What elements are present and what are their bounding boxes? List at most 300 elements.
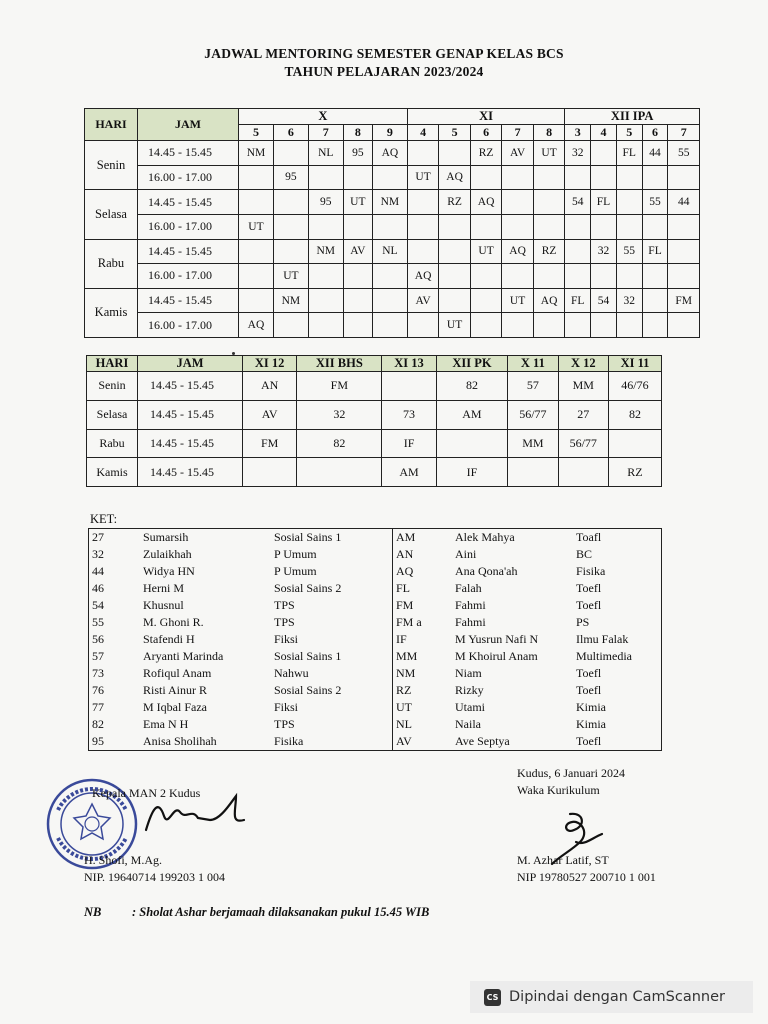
- schedule-cell: [616, 214, 642, 239]
- schedule-cell: [436, 429, 508, 458]
- schedule-cell: 82: [297, 429, 382, 458]
- schedule-cell: [382, 372, 436, 401]
- schedule-cell: [608, 429, 661, 458]
- schedule-cell: [565, 165, 591, 190]
- schedule-cell: AQ: [239, 313, 274, 338]
- schedule-cell: UT: [470, 239, 502, 264]
- class-number-header: 6: [470, 125, 502, 141]
- schedule-cell: [470, 214, 502, 239]
- legend-cell: M Yusrun Nafi N: [455, 632, 539, 646]
- class-number-header: 6: [273, 125, 308, 141]
- schedule-cell: [642, 214, 668, 239]
- legend-cell: Ana Qona'ah: [455, 564, 518, 578]
- table-row: [87, 429, 662, 458]
- schedule-cell: 32: [297, 400, 382, 429]
- schedule-cell: [297, 458, 382, 487]
- schedule-cell: [343, 165, 372, 190]
- note-label: NB: [84, 905, 102, 919]
- schedule-cell: [439, 264, 471, 289]
- schedule-cell: [343, 264, 372, 289]
- schedule-cell: RZ: [608, 458, 661, 487]
- schedule-cell: [372, 165, 407, 190]
- schedule-cell: [591, 264, 617, 289]
- schedule-cell: AN: [243, 372, 297, 401]
- schedule-cell: [533, 214, 565, 239]
- schedule-cell: [533, 264, 565, 289]
- schedule-cell: [591, 165, 617, 190]
- legend-row: [89, 580, 662, 597]
- schedule-cell: [565, 313, 591, 338]
- schedule-cell: AQ: [372, 141, 407, 166]
- legend-cell: MM: [393, 648, 453, 665]
- schedule-cell: [668, 214, 700, 239]
- legend-row: [89, 699, 662, 716]
- schedule-cell: NL: [372, 239, 407, 264]
- time-cell: 14.45 - 15.45: [138, 239, 239, 264]
- schedule-cell: AV: [243, 400, 297, 429]
- day-cell: Selasa: [85, 190, 138, 239]
- class-number-header: 8: [533, 125, 565, 141]
- schedule-cell: [372, 264, 407, 289]
- schedule-cell: [407, 313, 439, 338]
- column-header: X 11: [508, 356, 558, 372]
- day-cell: Kamis: [85, 288, 138, 337]
- legend-cell: 77: [89, 699, 141, 716]
- schedule-cell: FL: [616, 141, 642, 166]
- legend-cell: Khusnul: [143, 598, 184, 612]
- legend-cell: Fisika: [271, 733, 393, 751]
- schedule-cell: AV: [343, 239, 372, 264]
- column-header: X 12: [558, 356, 608, 372]
- legend-row: [89, 631, 662, 648]
- day-cell: Selasa: [87, 400, 138, 429]
- schedule-cell: [502, 313, 534, 338]
- schedule-cell: [343, 214, 372, 239]
- class-group-header: XII IPA: [565, 109, 700, 125]
- schedule-cell: [243, 458, 297, 487]
- legend-cell: TPS: [271, 716, 393, 733]
- schedule-cell: [239, 165, 274, 190]
- class-number-header: 5: [239, 125, 274, 141]
- schedule-cell: FM: [668, 288, 700, 313]
- schedule-cell: AQ: [502, 239, 534, 264]
- right-signature-nip: NIP 19780527 200710 1 001: [517, 870, 656, 884]
- schedule-cell: [439, 141, 471, 166]
- legend-cell: Aini: [455, 547, 477, 561]
- schedule-cell: AV: [407, 288, 439, 313]
- class-number-header: 8: [343, 125, 372, 141]
- legend-cell: 27: [89, 529, 141, 547]
- schedule-cell: [668, 313, 700, 338]
- legend-cell: M Iqbal Faza: [143, 700, 207, 714]
- signature-date: Kudus, 6 Januari 2024: [517, 766, 625, 780]
- schedule-cell: NM: [308, 239, 343, 264]
- schedule-cell: 54: [565, 190, 591, 215]
- time-cell: 14.45 - 15.45: [138, 190, 239, 215]
- class-number-header: 5: [616, 125, 642, 141]
- schedule-cell: [239, 190, 274, 215]
- legend-cell: Toefl: [573, 665, 662, 682]
- schedule-cell: FM: [243, 429, 297, 458]
- legend-cell: 73: [89, 665, 141, 682]
- time-cell: 16.00 - 17.00: [138, 313, 239, 338]
- legend-cell: UT: [393, 699, 453, 716]
- schedule-cell: [470, 165, 502, 190]
- legend-cell: AM: [393, 529, 453, 547]
- schedule-cell: 56/77: [508, 400, 558, 429]
- class-group-header: X: [239, 109, 408, 125]
- legend-row: [89, 682, 662, 699]
- schedule-cell: [470, 264, 502, 289]
- class-number-header: 6: [642, 125, 668, 141]
- footer-note: [84, 905, 429, 920]
- left-signature-role: Kepala MAN 2 Kudus: [92, 786, 201, 800]
- legend-cell: Kimia: [573, 699, 662, 716]
- schedule-cell: 55: [642, 190, 668, 215]
- legend-cell: Aryanti Marinda: [143, 649, 224, 663]
- schedule-cell: 95: [343, 141, 372, 166]
- schedule-cell: [439, 288, 471, 313]
- legend-cell: 54: [89, 597, 141, 614]
- legend-cell: Fiksi: [271, 699, 393, 716]
- schedule-cell: [642, 165, 668, 190]
- schedule-cell: [308, 214, 343, 239]
- schedule-cell: [372, 214, 407, 239]
- legend-cell: M. Ghoni R.: [143, 615, 204, 629]
- schedule-cell: [502, 190, 534, 215]
- column-header: XI 11: [608, 356, 661, 372]
- schedule-cell: [616, 313, 642, 338]
- schedule-cell: IF: [436, 458, 508, 487]
- table-row: [87, 458, 662, 487]
- schedule-cell: 46/76: [608, 372, 661, 401]
- legend-label: KET:: [90, 512, 118, 526]
- schedule-cell: [591, 141, 617, 166]
- schedule-cell: [565, 239, 591, 264]
- schedule-cell: [616, 165, 642, 190]
- hari-header: HARI: [85, 109, 138, 141]
- note-text: : Sholat Ashar berjamaah dilaksanakan pukul 15.45 WIB: [132, 905, 430, 919]
- legend-cell: P Umum: [271, 546, 393, 563]
- legend-row: [89, 614, 662, 631]
- schedule-cell: AV: [502, 141, 534, 166]
- schedule-cell: [273, 190, 308, 215]
- right-signature-role: Waka Kurikulum: [517, 783, 600, 797]
- header-row: [87, 356, 662, 372]
- legend-cell: Anisa Sholihah: [140, 733, 271, 751]
- legend-cell: Utami: [455, 700, 485, 714]
- class-number-header: 7: [502, 125, 534, 141]
- legend-cell: AN: [393, 546, 453, 563]
- class-number-header: 9: [372, 125, 407, 141]
- legend-cell: 55: [89, 614, 141, 631]
- schedule-cell: UT: [407, 165, 439, 190]
- schedule-cell: 95: [273, 165, 308, 190]
- schedule-cell: [407, 214, 439, 239]
- legend-cell: 82: [89, 716, 141, 733]
- camscanner-badge: [470, 981, 753, 1013]
- camscanner-icon: CS: [484, 989, 501, 1006]
- schedule-cell: [502, 214, 534, 239]
- legend-cell: P Umum: [271, 563, 393, 580]
- schedule-cell: FL: [565, 288, 591, 313]
- schedule-cell: AQ: [439, 165, 471, 190]
- legend-cell: Falah: [455, 581, 482, 595]
- schedule-cell: 55: [616, 239, 642, 264]
- legend-row: [89, 597, 662, 614]
- legend-table: [88, 528, 662, 751]
- schedule-cell: MM: [508, 429, 558, 458]
- schedule-cell: [308, 264, 343, 289]
- schedule-cell: NM: [273, 288, 308, 313]
- legend-cell: Sosial Sains 2: [271, 682, 393, 699]
- schedule-cell: [558, 458, 608, 487]
- schedule-cell: [407, 141, 439, 166]
- legend-cell: Multimedia: [573, 648, 662, 665]
- legend-cell: BC: [573, 546, 662, 563]
- schedule-cell: 32: [591, 239, 617, 264]
- schedule-cell: [407, 190, 439, 215]
- legend-cell: Ave Septya: [452, 733, 573, 751]
- schedule-cell: [273, 313, 308, 338]
- schedule-cell: NL: [308, 141, 343, 166]
- legend-cell: PS: [573, 614, 662, 631]
- schedule-cell: 82: [436, 372, 508, 401]
- schedule-cell: RZ: [439, 190, 471, 215]
- schedule-cell: FM: [297, 372, 382, 401]
- legend-cell: Niam: [455, 666, 482, 680]
- legend-cell: Kimia: [573, 716, 662, 733]
- time-cell: 14.45 - 15.45: [138, 429, 243, 458]
- schedule-cell: [502, 264, 534, 289]
- schedule-cell: [533, 313, 565, 338]
- legend-cell: FL: [393, 580, 453, 597]
- schedule-cell: 73: [382, 400, 436, 429]
- schedule-cell: [508, 458, 558, 487]
- camscanner-label: Dipindai dengan CamScanner: [509, 989, 726, 1005]
- schedule-cell: [343, 288, 372, 313]
- table-row: [87, 372, 662, 401]
- schedule-cell: 54: [591, 288, 617, 313]
- schedule-cell: [565, 214, 591, 239]
- schedule-cell: [308, 288, 343, 313]
- legend-cell: Sosial Sains 2: [271, 580, 393, 597]
- table-row: [85, 288, 700, 313]
- document-subtitle: TAHUN PELAJARAN 2023/2024: [284, 64, 484, 79]
- column-header: JAM: [138, 356, 243, 372]
- schedule-cell: RZ: [533, 239, 565, 264]
- day-cell: Rabu: [87, 429, 138, 458]
- legend-cell: AQ: [393, 563, 453, 580]
- legend-cell: 57: [89, 648, 141, 665]
- time-cell: 16.00 - 17.00: [138, 264, 239, 289]
- legend-cell: Fahmi: [455, 615, 486, 629]
- legend-cell: Nahwu: [271, 665, 393, 682]
- table-row: [85, 239, 700, 264]
- schedule-cell: AM: [436, 400, 508, 429]
- schedule-cell: [239, 264, 274, 289]
- legend-cell: Alek Mahya: [452, 529, 573, 547]
- legend-row: [89, 529, 662, 547]
- class-number-header: 7: [308, 125, 343, 141]
- schedule-cell: UT: [273, 264, 308, 289]
- left-signature-nip: NIP. 19640714 199203 1 004: [84, 870, 226, 884]
- schedule-cell: AQ: [470, 190, 502, 215]
- legend-cell: RZ: [393, 682, 453, 699]
- table-row: [85, 264, 700, 289]
- left-signature-name: H. Shofi, M.Ag.: [84, 853, 163, 867]
- schedule-cell: IF: [382, 429, 436, 458]
- legend-cell: 46: [89, 580, 141, 597]
- legend-cell: 44: [89, 563, 141, 580]
- schedule-cell: UT: [343, 190, 372, 215]
- column-header: XI 13: [382, 356, 436, 372]
- schedule-cell: 32: [616, 288, 642, 313]
- schedule-cell: [668, 165, 700, 190]
- table-row: [85, 165, 700, 190]
- column-header: XII BHS: [297, 356, 382, 372]
- schedule-cell: [273, 239, 308, 264]
- time-cell: 14.45 - 15.45: [138, 372, 243, 401]
- legend-cell: Naila: [455, 717, 481, 731]
- schedule-cell: [642, 264, 668, 289]
- schedule-cell: UT: [533, 141, 565, 166]
- day-cell: Rabu: [85, 239, 138, 288]
- schedule-cell: UT: [439, 313, 471, 338]
- schedule-cell: 56/77: [558, 429, 608, 458]
- column-header: HARI: [87, 356, 138, 372]
- class-number-header: 4: [591, 125, 617, 141]
- schedule-cell: 27: [558, 400, 608, 429]
- schedule-cell: [533, 190, 565, 215]
- legend-cell: IF: [393, 631, 453, 648]
- legend-cell: Widya HN: [143, 564, 195, 578]
- schedule-cell: [642, 313, 668, 338]
- schedule-cell: [470, 288, 502, 313]
- legend-cell: Toefl: [573, 597, 662, 614]
- schedule-cell: FL: [591, 190, 617, 215]
- document-title: JADWAL MENTORING SEMESTER GENAP KELAS BCS: [204, 46, 564, 61]
- legend-cell: Ema N H: [143, 717, 189, 731]
- legend-cell: TPS: [271, 614, 393, 631]
- time-cell: 14.45 - 15.45: [138, 400, 243, 429]
- schedule-cell: RZ: [470, 141, 502, 166]
- schedule-cell: UT: [502, 288, 534, 313]
- main-schedule-table: [84, 108, 700, 338]
- schedule-cell: [591, 313, 617, 338]
- time-cell: 14.45 - 15.45: [138, 288, 239, 313]
- schedule-cell: [565, 264, 591, 289]
- legend-cell: TPS: [271, 597, 393, 614]
- schedule-cell: [616, 264, 642, 289]
- legend-cell: Toefl: [573, 682, 662, 699]
- schedule-cell: [470, 313, 502, 338]
- schedule-cell: [533, 165, 565, 190]
- table-row: [85, 141, 700, 166]
- legend-cell: Risti Ainur R: [143, 683, 208, 697]
- legend-cell: NM: [393, 665, 453, 682]
- schedule-cell: [273, 214, 308, 239]
- header-row: [85, 109, 700, 125]
- schedule-cell: [502, 165, 534, 190]
- schedule-cell: [407, 239, 439, 264]
- schedule-cell: FL: [642, 239, 668, 264]
- schedule-cell: [308, 165, 343, 190]
- schedule-cell: [591, 214, 617, 239]
- legend-cell: Fisika: [573, 563, 662, 580]
- schedule-cell: AQ: [533, 288, 565, 313]
- schedule-cell: [616, 190, 642, 215]
- schedule-cell: [343, 313, 372, 338]
- schedule-cell: [239, 239, 274, 264]
- legend-cell: FM: [393, 597, 453, 614]
- column-header: XI 12: [243, 356, 297, 372]
- legend-cell: Zulaikhah: [143, 547, 192, 561]
- schedule-cell: MM: [558, 372, 608, 401]
- table-row: [85, 313, 700, 338]
- day-cell: Senin: [85, 141, 138, 190]
- legend-cell: Toefl: [573, 733, 662, 751]
- schedule-cell: [308, 313, 343, 338]
- schedule-cell: [668, 264, 700, 289]
- legend-cell: 95: [89, 733, 141, 751]
- legend-cell: Fiksi: [271, 631, 393, 648]
- schedule-cell: [668, 239, 700, 264]
- legend-cell: Ilmu Falak: [573, 631, 662, 648]
- schedule-cell: 95: [308, 190, 343, 215]
- schedule-cell: NM: [239, 141, 274, 166]
- legend-cell: NL: [393, 716, 453, 733]
- schedule-cell: 32: [565, 141, 591, 166]
- class-group-header: XI: [407, 109, 565, 125]
- legend-cell: 76: [89, 682, 141, 699]
- legend-cell: Toafl: [573, 529, 662, 547]
- legend-cell: Herni M: [143, 581, 184, 595]
- legend-cell: FM a: [393, 614, 453, 631]
- legend-cell: Sosial Sains 1: [271, 648, 393, 665]
- legend-row: [89, 716, 662, 733]
- column-header: XII PK: [436, 356, 508, 372]
- class-number-header: 3: [565, 125, 591, 141]
- schedule-cell: NM: [372, 190, 407, 215]
- time-cell: 14.45 - 15.45: [138, 458, 243, 487]
- legend-cell: Stafendi H: [143, 632, 195, 646]
- time-cell: 16.00 - 17.00: [138, 165, 239, 190]
- schedule-cell: 82: [608, 400, 661, 429]
- day-cell: Kamis: [87, 458, 138, 487]
- schedule-cell: [372, 313, 407, 338]
- legend-cell: Rofiqul Anam: [143, 666, 212, 680]
- legend-row: [89, 733, 662, 751]
- legend-row: [89, 665, 662, 682]
- legend-cell: Fahmi: [455, 598, 486, 612]
- time-cell: 16.00 - 17.00: [138, 214, 239, 239]
- legend-row: [89, 563, 662, 580]
- table-row: [87, 400, 662, 429]
- legend-cell: 56: [89, 631, 141, 648]
- schedule-cell: [439, 239, 471, 264]
- schedule-cell: AM: [382, 458, 436, 487]
- schedule-cell: 55: [668, 141, 700, 166]
- class-number-header: 4: [407, 125, 439, 141]
- right-signature-name: M. Azhar Latif, ST: [517, 853, 609, 867]
- day-cell: Senin: [87, 372, 138, 401]
- legend-cell: Sosial Sains 1: [271, 529, 393, 547]
- jam-header: JAM: [138, 109, 239, 141]
- schedule-cell: [439, 214, 471, 239]
- time-cell: 14.45 - 15.45: [138, 141, 239, 166]
- schedule-cell: 44: [668, 190, 700, 215]
